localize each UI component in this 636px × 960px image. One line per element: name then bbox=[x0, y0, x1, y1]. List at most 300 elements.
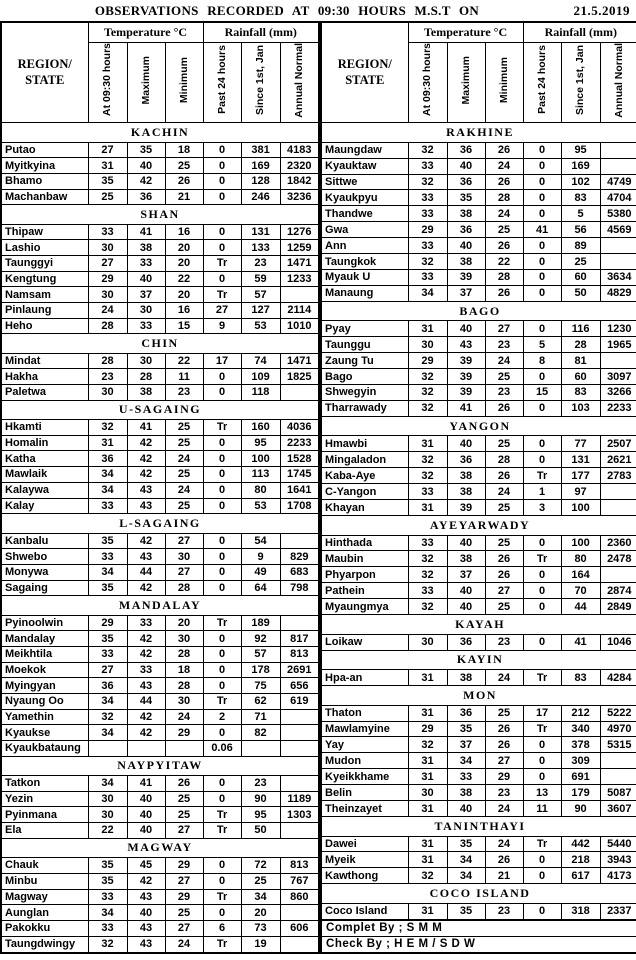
value-cell: 4749 bbox=[600, 174, 636, 190]
value-cell: 25 bbox=[485, 222, 523, 238]
value-cell: 128 bbox=[241, 173, 280, 189]
value-cell: 36 bbox=[447, 142, 485, 158]
temperature-group-header: Temperature °C bbox=[408, 22, 523, 42]
table-row bbox=[321, 868, 636, 884]
value-cell: 35 bbox=[447, 721, 485, 737]
value-cell: 57 bbox=[241, 287, 280, 303]
value-cell: 33 bbox=[88, 224, 127, 240]
value-cell: 0 bbox=[203, 678, 241, 694]
value-cell: 23 bbox=[241, 255, 280, 271]
value-cell: 381 bbox=[241, 142, 280, 158]
value-cell: 2337 bbox=[600, 903, 636, 919]
station-name: Namsam bbox=[1, 287, 88, 303]
value-cell: 3634 bbox=[600, 270, 636, 286]
value-cell: Tr bbox=[203, 287, 241, 303]
value-cell: 31 bbox=[88, 158, 127, 174]
value-cell: Tr bbox=[523, 468, 561, 484]
section-header-row bbox=[1, 400, 319, 419]
section-header-row bbox=[321, 416, 636, 436]
value-cell: 34 bbox=[88, 467, 127, 483]
value-cell: 29 bbox=[165, 858, 203, 874]
value-cell: 97 bbox=[561, 484, 600, 500]
value-cell: 31 bbox=[408, 670, 447, 686]
value-cell: 0 bbox=[203, 189, 241, 205]
value-cell: 23 bbox=[241, 776, 280, 792]
value-cell: Tr bbox=[523, 836, 561, 852]
section-header-row bbox=[321, 686, 636, 706]
value-cell: 31 bbox=[408, 436, 447, 452]
section-header-row bbox=[321, 816, 636, 836]
value-cell bbox=[280, 615, 319, 631]
value-cell: 1965 bbox=[600, 337, 636, 353]
table-row bbox=[321, 567, 636, 583]
value-cell: 31 bbox=[408, 705, 447, 721]
value-cell: 42 bbox=[127, 631, 165, 647]
table-row bbox=[321, 737, 636, 753]
value-cell bbox=[88, 741, 127, 757]
value-cell: 34 bbox=[447, 868, 485, 884]
section-header-row bbox=[1, 123, 319, 142]
station-name: Aunglan bbox=[1, 905, 88, 921]
station-name: Shwegyin bbox=[321, 385, 408, 401]
value-cell: 38 bbox=[447, 484, 485, 500]
station-name: Manaung bbox=[321, 285, 408, 301]
value-cell: 29 bbox=[408, 721, 447, 737]
station-name: Moekok bbox=[1, 662, 88, 678]
value-cell: 32 bbox=[408, 737, 447, 753]
value-cell: 59 bbox=[241, 271, 280, 287]
col-header-annual: Annual Normal bbox=[280, 42, 319, 123]
value-cell: 378 bbox=[561, 737, 600, 753]
station-name: C-Yangon bbox=[321, 484, 408, 500]
value-cell: 32 bbox=[88, 936, 127, 953]
value-cell: 37 bbox=[447, 285, 485, 301]
value-cell: 131 bbox=[241, 224, 280, 240]
station-name: Ela bbox=[1, 823, 88, 839]
station-name: Yay bbox=[321, 737, 408, 753]
value-cell bbox=[600, 353, 636, 369]
value-cell: 40 bbox=[127, 807, 165, 823]
value-cell: 28 bbox=[485, 190, 523, 206]
value-cell: 30 bbox=[127, 303, 165, 319]
value-cell: 24 bbox=[88, 303, 127, 319]
value-cell: 0 bbox=[523, 903, 561, 919]
value-cell: 33 bbox=[408, 484, 447, 500]
station-name: Kyaukpyu bbox=[321, 190, 408, 206]
value-cell: 39 bbox=[447, 500, 485, 516]
value-cell: 32 bbox=[88, 709, 127, 725]
station-name: Thaton bbox=[321, 705, 408, 721]
value-cell: 40 bbox=[447, 535, 485, 551]
region-header-line2: STATE bbox=[25, 72, 65, 87]
table-row bbox=[1, 420, 319, 436]
value-cell: 30 bbox=[88, 385, 127, 401]
value-cell: 40 bbox=[447, 321, 485, 337]
station-name: Zaung Tu bbox=[321, 353, 408, 369]
value-cell: 42 bbox=[127, 580, 165, 596]
value-cell bbox=[280, 533, 319, 549]
signature-line: Complet By ; S M M bbox=[321, 920, 636, 936]
value-cell: 25 bbox=[485, 599, 523, 615]
value-cell: 26 bbox=[485, 852, 523, 868]
value-cell bbox=[280, 709, 319, 725]
value-cell: 1233 bbox=[280, 271, 319, 287]
table-row bbox=[1, 823, 319, 839]
station-name: Homalin bbox=[1, 435, 88, 451]
station-name: Pyinoolwin bbox=[1, 615, 88, 631]
station-name: Myitkyina bbox=[1, 158, 88, 174]
value-cell: 28 bbox=[165, 580, 203, 596]
value-cell: 25 bbox=[88, 189, 127, 205]
station-name: Kawthong bbox=[321, 868, 408, 884]
value-cell: 32 bbox=[408, 174, 447, 190]
value-cell: 169 bbox=[241, 158, 280, 174]
value-cell: 118 bbox=[241, 385, 280, 401]
value-cell: 15 bbox=[523, 385, 561, 401]
value-cell: 40 bbox=[127, 271, 165, 287]
section-title: YANGON bbox=[321, 416, 636, 436]
value-cell: 20 bbox=[165, 615, 203, 631]
value-cell: 1745 bbox=[280, 467, 319, 483]
table-row bbox=[1, 615, 319, 631]
value-cell: 0 bbox=[203, 435, 241, 451]
col-header-sincejan: Since 1st, Jan bbox=[561, 42, 600, 123]
station-name: Thipaw bbox=[1, 224, 88, 240]
value-cell: 71 bbox=[241, 709, 280, 725]
table-row bbox=[321, 158, 636, 174]
table-row bbox=[1, 498, 319, 514]
value-cell: 0.06 bbox=[203, 741, 241, 757]
value-cell bbox=[280, 776, 319, 792]
value-cell: 23 bbox=[88, 369, 127, 385]
value-cell: 27 bbox=[165, 533, 203, 549]
value-cell: 32 bbox=[408, 567, 447, 583]
section-title: KAYAH bbox=[321, 615, 636, 635]
value-cell: 41 bbox=[447, 400, 485, 416]
value-cell: 45 bbox=[127, 858, 165, 874]
value-cell: Tr bbox=[523, 721, 561, 737]
value-cell: 2233 bbox=[600, 400, 636, 416]
value-cell: 32 bbox=[408, 599, 447, 615]
station-name: Magway bbox=[1, 889, 88, 905]
value-cell: 50 bbox=[561, 285, 600, 301]
table-row bbox=[1, 158, 319, 174]
section-title: BAGO bbox=[321, 301, 636, 321]
value-cell: 23 bbox=[485, 337, 523, 353]
section-header-row bbox=[321, 515, 636, 535]
value-cell: 89 bbox=[561, 238, 600, 254]
value-cell: 0 bbox=[523, 634, 561, 650]
table-row bbox=[1, 564, 319, 580]
value-cell: 34 bbox=[447, 753, 485, 769]
value-cell: 42 bbox=[127, 533, 165, 549]
value-cell: 32 bbox=[408, 452, 447, 468]
section-title: CHIN bbox=[1, 334, 319, 353]
value-cell: 0 bbox=[523, 369, 561, 385]
value-cell: 42 bbox=[127, 451, 165, 467]
table-row bbox=[1, 142, 319, 158]
value-cell: 26 bbox=[485, 238, 523, 254]
value-cell: 35 bbox=[88, 173, 127, 189]
value-cell: 17 bbox=[523, 705, 561, 721]
value-cell: Tr bbox=[203, 936, 241, 953]
value-cell: 0 bbox=[203, 482, 241, 498]
value-cell: 0 bbox=[523, 436, 561, 452]
table-row bbox=[321, 400, 636, 416]
region-header-line1: REGION/ bbox=[337, 56, 392, 71]
value-cell: 30 bbox=[408, 337, 447, 353]
value-cell bbox=[280, 823, 319, 839]
value-cell: 43 bbox=[127, 920, 165, 936]
table-row bbox=[321, 321, 636, 337]
table-row bbox=[1, 905, 319, 921]
value-cell: Tr bbox=[523, 670, 561, 686]
value-cell: 83 bbox=[561, 670, 600, 686]
col-header-minimum: Minimum bbox=[165, 42, 203, 123]
section-title: MON bbox=[321, 686, 636, 706]
value-cell: 1046 bbox=[600, 634, 636, 650]
section-title: AYEYARWADY bbox=[321, 515, 636, 535]
value-cell: 0 bbox=[523, 174, 561, 190]
value-cell: 27 bbox=[165, 823, 203, 839]
value-cell: 27 bbox=[165, 873, 203, 889]
value-cell: 33 bbox=[127, 318, 165, 334]
table-row bbox=[321, 705, 636, 721]
section-header-row bbox=[1, 596, 319, 615]
value-cell: 44 bbox=[127, 564, 165, 580]
value-cell: 35 bbox=[447, 836, 485, 852]
value-cell: 81 bbox=[561, 353, 600, 369]
value-cell: 5440 bbox=[600, 836, 636, 852]
value-cell: 95 bbox=[241, 435, 280, 451]
value-cell: 20 bbox=[165, 287, 203, 303]
value-cell: 1010 bbox=[280, 318, 319, 334]
value-cell: 18 bbox=[165, 142, 203, 158]
table-row bbox=[321, 769, 636, 785]
value-cell: 34 bbox=[88, 694, 127, 710]
value-cell: 0 bbox=[203, 873, 241, 889]
value-cell: 34 bbox=[241, 889, 280, 905]
value-cell: 39 bbox=[447, 270, 485, 286]
value-cell: 817 bbox=[280, 631, 319, 647]
table-row bbox=[1, 482, 319, 498]
value-cell: 39 bbox=[447, 369, 485, 385]
value-cell: 0 bbox=[523, 535, 561, 551]
station-name: Myeik bbox=[321, 852, 408, 868]
station-name: Ann bbox=[321, 238, 408, 254]
value-cell: 33 bbox=[88, 889, 127, 905]
station-name: Hkamti bbox=[1, 420, 88, 436]
value-cell: 20 bbox=[165, 240, 203, 256]
value-cell: 0 bbox=[203, 158, 241, 174]
table-row bbox=[1, 776, 319, 792]
value-cell: 29 bbox=[165, 725, 203, 741]
value-cell: 83 bbox=[561, 385, 600, 401]
section-header-row bbox=[321, 884, 636, 904]
value-cell: 33 bbox=[408, 238, 447, 254]
station-name: Tatkon bbox=[1, 776, 88, 792]
station-name: Khayan bbox=[321, 500, 408, 516]
value-cell: 70 bbox=[561, 583, 600, 599]
value-cell: 30 bbox=[408, 634, 447, 650]
value-cell: 22 bbox=[165, 271, 203, 287]
value-cell: 40 bbox=[127, 905, 165, 921]
section-title: U-SAGAING bbox=[1, 400, 319, 419]
value-cell: 33 bbox=[408, 270, 447, 286]
value-cell: 691 bbox=[561, 769, 600, 785]
value-cell: 3607 bbox=[600, 801, 636, 817]
table-row bbox=[1, 936, 319, 953]
value-cell: 36 bbox=[447, 452, 485, 468]
value-cell: 41 bbox=[127, 224, 165, 240]
value-cell: 38 bbox=[447, 468, 485, 484]
station-name: Kyeikkhame bbox=[321, 769, 408, 785]
section-title: COCO ISLAND bbox=[321, 884, 636, 904]
value-cell: 60 bbox=[561, 369, 600, 385]
value-cell: 16 bbox=[165, 303, 203, 319]
value-cell: 0 bbox=[203, 240, 241, 256]
station-name: Kyaukbataung bbox=[1, 741, 88, 757]
table-row bbox=[321, 753, 636, 769]
station-name: Kaba-Aye bbox=[321, 468, 408, 484]
section-title: L-SAGAING bbox=[1, 514, 319, 533]
value-cell: 26 bbox=[485, 551, 523, 567]
value-cell: 31 bbox=[408, 500, 447, 516]
section-header-row bbox=[1, 756, 319, 775]
value-cell: 2874 bbox=[600, 583, 636, 599]
value-cell: 2691 bbox=[280, 662, 319, 678]
value-cell: 32 bbox=[408, 551, 447, 567]
value-cell: 0 bbox=[203, 725, 241, 741]
station-name: Bago bbox=[321, 369, 408, 385]
value-cell: 29 bbox=[408, 353, 447, 369]
value-cell: 92 bbox=[241, 631, 280, 647]
value-cell bbox=[600, 769, 636, 785]
value-cell: 23 bbox=[485, 385, 523, 401]
value-cell: 36 bbox=[88, 678, 127, 694]
value-cell: 25 bbox=[241, 873, 280, 889]
station-name: Gwa bbox=[321, 222, 408, 238]
station-name: Taungdwingy bbox=[1, 936, 88, 953]
value-cell: 24 bbox=[165, 936, 203, 953]
table-row bbox=[321, 142, 636, 158]
value-cell bbox=[600, 238, 636, 254]
value-cell: 4970 bbox=[600, 721, 636, 737]
value-cell: 0 bbox=[203, 385, 241, 401]
page-title: OBSERVATIONS RECORDED AT 09:30 HOURS M.S.T ON bbox=[94, 2, 480, 18]
value-cell: 100 bbox=[561, 535, 600, 551]
value-cell: 177 bbox=[561, 468, 600, 484]
value-cell: 169 bbox=[561, 158, 600, 174]
value-cell: 26 bbox=[485, 285, 523, 301]
value-cell: 42 bbox=[127, 709, 165, 725]
header-group-row bbox=[321, 22, 636, 42]
value-cell: 33 bbox=[408, 535, 447, 551]
value-cell bbox=[600, 142, 636, 158]
value-cell: 73 bbox=[241, 920, 280, 936]
value-cell: 32 bbox=[408, 142, 447, 158]
value-cell: 4829 bbox=[600, 285, 636, 301]
value-cell: 2478 bbox=[600, 551, 636, 567]
value-cell: 33 bbox=[88, 498, 127, 514]
value-cell: 0 bbox=[203, 858, 241, 874]
value-cell: 27 bbox=[203, 303, 241, 319]
section-title: SHAN bbox=[1, 205, 319, 224]
value-cell: 50 bbox=[241, 823, 280, 839]
station-name: Minbu bbox=[1, 873, 88, 889]
value-cell: 60 bbox=[561, 270, 600, 286]
value-cell: 28 bbox=[485, 270, 523, 286]
value-cell: 34 bbox=[88, 482, 127, 498]
value-cell: 25 bbox=[165, 435, 203, 451]
section-header-row bbox=[321, 650, 636, 670]
value-cell: 25 bbox=[485, 705, 523, 721]
report-header bbox=[0, 0, 636, 21]
value-cell: 25 bbox=[485, 535, 523, 551]
table-row bbox=[1, 385, 319, 401]
value-cell: 37 bbox=[127, 287, 165, 303]
table-row bbox=[1, 451, 319, 467]
station-name: Lashio bbox=[1, 240, 88, 256]
rainfall-group-header: Rainfall (mm) bbox=[203, 22, 319, 42]
table-row bbox=[1, 709, 319, 725]
value-cell: 25 bbox=[165, 467, 203, 483]
station-name: Mawlamyine bbox=[321, 721, 408, 737]
value-cell: 0 bbox=[523, 190, 561, 206]
value-cell: 25 bbox=[485, 500, 523, 516]
table-row bbox=[321, 801, 636, 817]
value-cell: 2233 bbox=[280, 435, 319, 451]
value-cell: 25 bbox=[165, 807, 203, 823]
value-cell: 0 bbox=[523, 400, 561, 416]
table-row bbox=[321, 174, 636, 190]
value-cell: 27 bbox=[485, 753, 523, 769]
observations-tables bbox=[0, 21, 636, 954]
value-cell: 767 bbox=[280, 873, 319, 889]
value-cell: 39 bbox=[447, 353, 485, 369]
value-cell: 0 bbox=[523, 567, 561, 583]
value-cell: 33 bbox=[447, 769, 485, 785]
value-cell: 19 bbox=[241, 936, 280, 953]
station-name: Monywa bbox=[1, 564, 88, 580]
value-cell: 25 bbox=[561, 254, 600, 270]
value-cell: 34 bbox=[88, 564, 127, 580]
observations-table-left bbox=[0, 21, 320, 954]
value-cell: 28 bbox=[165, 678, 203, 694]
value-cell: 37 bbox=[447, 567, 485, 583]
value-cell: 25 bbox=[485, 436, 523, 452]
value-cell: 30 bbox=[408, 785, 447, 801]
value-cell: 21 bbox=[165, 189, 203, 205]
value-cell: 0 bbox=[203, 498, 241, 514]
value-cell: 16 bbox=[165, 224, 203, 240]
value-cell: 2621 bbox=[600, 452, 636, 468]
value-cell: 2783 bbox=[600, 468, 636, 484]
station-name: Mudon bbox=[321, 753, 408, 769]
value-cell: 42 bbox=[127, 467, 165, 483]
value-cell: 40 bbox=[127, 823, 165, 839]
value-cell: 0 bbox=[523, 285, 561, 301]
col-header-at0930: At 09:30 hours bbox=[88, 42, 127, 123]
value-cell: 20 bbox=[165, 255, 203, 271]
value-cell: 3943 bbox=[600, 852, 636, 868]
value-cell: 31 bbox=[88, 435, 127, 451]
value-cell: 49 bbox=[241, 564, 280, 580]
value-cell: 1471 bbox=[280, 255, 319, 271]
value-cell: 1303 bbox=[280, 807, 319, 823]
value-cell bbox=[165, 741, 203, 757]
value-cell bbox=[600, 254, 636, 270]
